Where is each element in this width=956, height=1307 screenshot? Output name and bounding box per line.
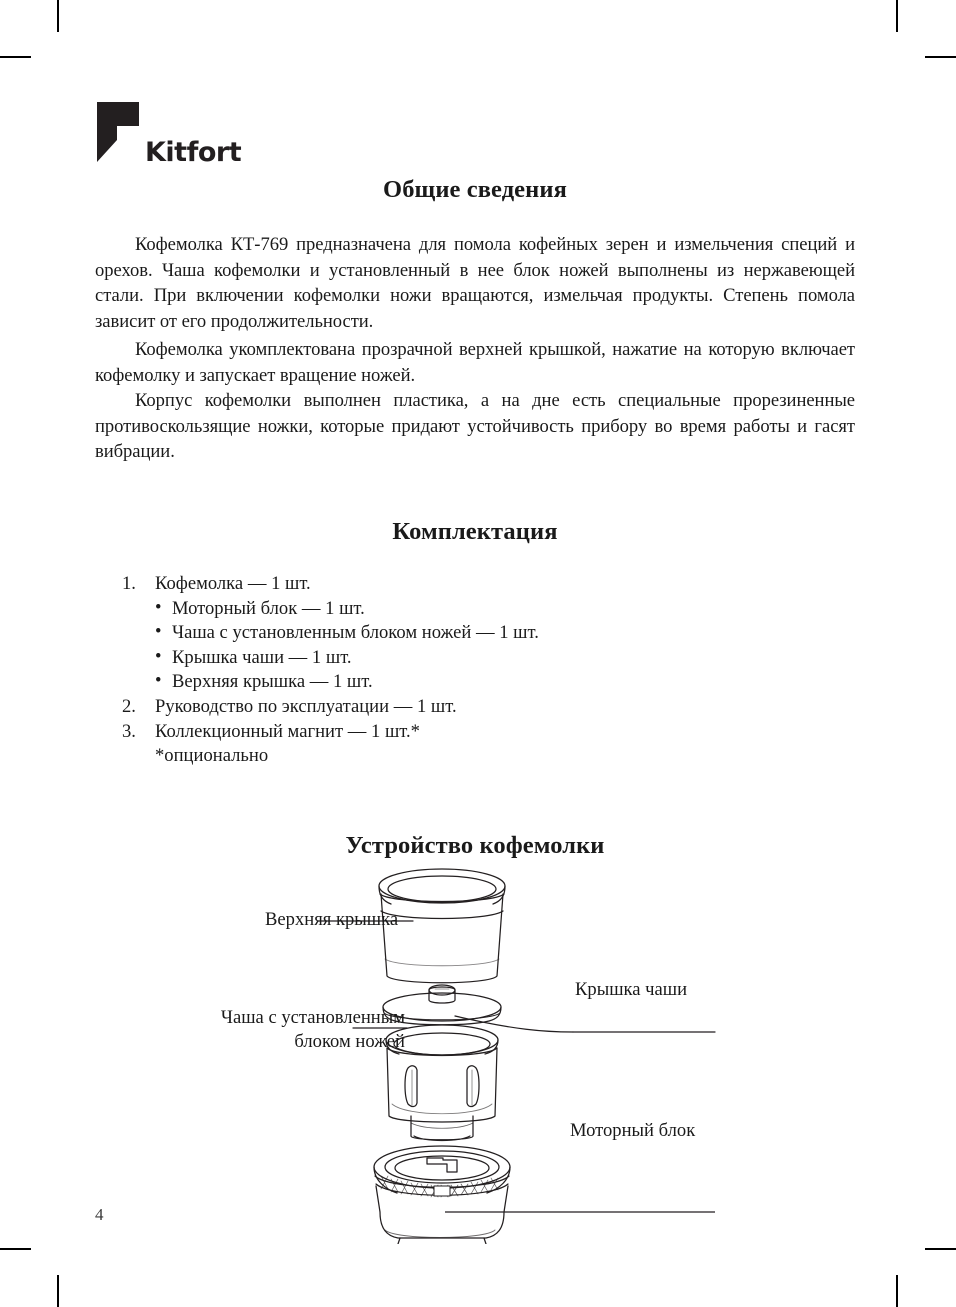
general-paragraph-2: Кофемолка укомплектована прозрачной верхней крышкой, нажатие на которую включает кофемолку и запускает вращение ножей. — [95, 339, 855, 386]
list-item — [155, 646, 855, 671]
list-item-label: Чаша с установленным блоком ножей — 1 шт. — [172, 622, 539, 644]
list-item-label: Крышка чаши — 1 шт. — [172, 646, 352, 668]
list-item-number: 2. — [122, 695, 136, 717]
kitfort-flag-mark-icon — [95, 100, 141, 169]
list-item-label: Руководство по эксплуатации — 1 шт. — [155, 695, 457, 717]
motor-leader-overlay — [95, 864, 855, 1244]
crop-mark-bottom-right-horizontal — [925, 1248, 956, 1250]
section-general — [95, 176, 855, 204]
general-paragraph-3: Корпус кофемолки выполнен пластика, а на дне есть специальные прорезиненные противоскользящие ножки, которые придают устойчивость прибору во время работы и гасят вибрации. — [95, 390, 855, 463]
bullet-icon: • — [155, 670, 162, 692]
list-item-label: Кофемолка — 1 шт. — [155, 573, 311, 594]
section-heading-general: Общие сведения — [383, 176, 567, 203]
device-diagram — [95, 864, 855, 1244]
page-number: 4 — [95, 1205, 104, 1224]
list-item-number: 3. — [122, 720, 136, 742]
diagram-label-top-lid: Верхняя крышка — [265, 909, 399, 930]
list-item-label: Верхняя крышка — 1 шт. — [172, 671, 373, 693]
packaging-list-wrap — [95, 572, 855, 769]
diagram-label-motor-unit: Моторный блок — [570, 1120, 696, 1141]
general-paragraph-1: Кофемолка КТ-769 предназначена для помола кофейных зерен и измельчения специй и орехов. Чаша кофемолки и установленный в нее блок ножей выполнены из нержавеющей стали. При включении кофемолки ножи вращаются, измельчая продукты. Степень помола зависит от его продолжительности. — [95, 234, 855, 332]
packaging-sublist — [155, 597, 855, 695]
diagram-label-bowl-line2: блоком ножей — [294, 1031, 405, 1052]
packaging-footnote: *опционально — [155, 745, 269, 767]
list-item — [155, 621, 855, 646]
general-paragraph-2-wrap — [95, 337, 855, 388]
crop-mark-top-right-horizontal — [925, 56, 956, 58]
list-item — [95, 572, 855, 695]
crop-mark-bottom-right-vertical — [896, 1275, 898, 1307]
section-packaging — [95, 518, 855, 546]
crop-mark-top-right-vertical — [896, 0, 898, 32]
list-item — [95, 695, 855, 720]
general-paragraph-3-wrap — [95, 388, 855, 465]
list-item — [155, 597, 855, 622]
list-item-number: 1. — [122, 573, 136, 594]
bullet-icon: • — [155, 645, 162, 667]
section-device — [95, 832, 855, 860]
bullet-icon: • — [155, 596, 162, 618]
brand-logo — [95, 100, 241, 169]
crop-mark-top-left-vertical — [57, 0, 59, 32]
list-item-label: Коллекционный магнит — 1 шт.* — [155, 720, 420, 742]
list-item — [95, 720, 855, 745]
diagram-label-bowl-lid: Крышка чаши — [575, 979, 688, 1000]
bullet-icon: • — [155, 621, 162, 643]
list-item — [155, 670, 855, 695]
crop-mark-bottom-left-vertical — [57, 1275, 59, 1307]
crop-mark-top-left-horizontal — [0, 56, 31, 58]
diagram-label-bowl-line1: Чаша с установленным — [220, 1007, 405, 1028]
section-heading-packaging: Комплектация — [392, 518, 558, 545]
brand-wordmark: Kitfort — [145, 137, 242, 168]
packaging-list — [95, 572, 855, 769]
section-heading-device: Устройство кофемолки — [345, 832, 605, 859]
list-item-label: Моторный блок — 1 шт. — [172, 597, 365, 619]
crop-mark-bottom-left-horizontal — [0, 1248, 31, 1250]
general-paragraph-1-wrap — [95, 232, 855, 334]
